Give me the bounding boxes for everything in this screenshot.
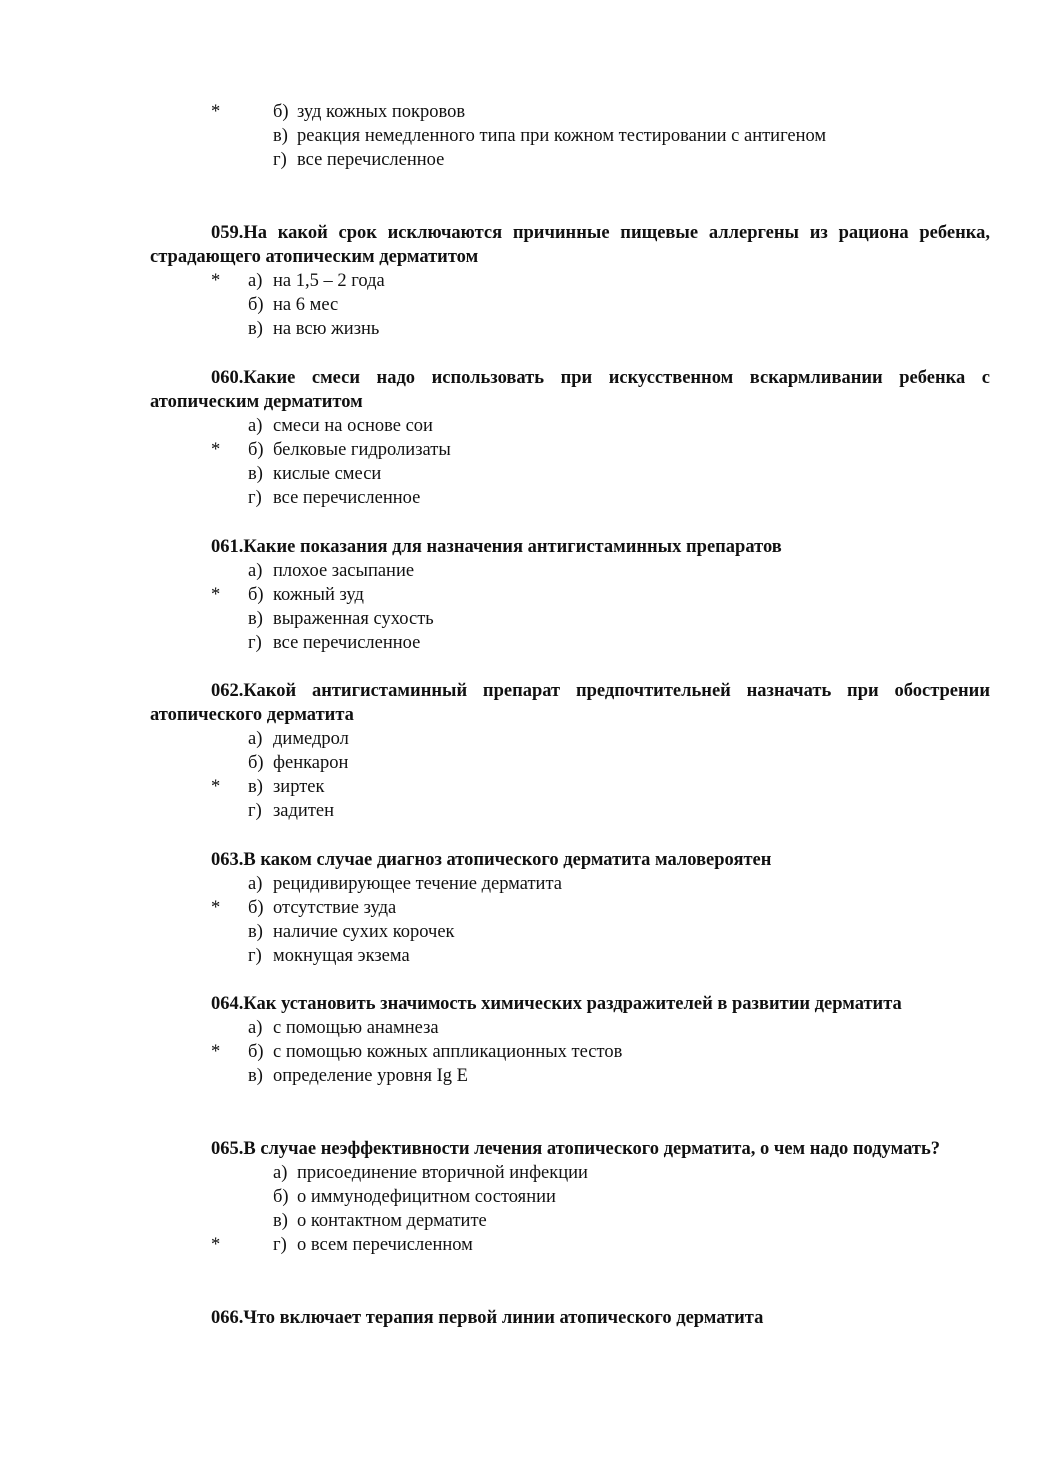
answer-letter: в) <box>248 464 263 484</box>
answer-letter: б) <box>273 102 289 122</box>
correct-marker: * <box>211 777 221 797</box>
correct-marker: * <box>211 102 221 122</box>
question-text: 061.Какие показания для назначения антигистаминных препаратов <box>211 537 782 557</box>
answer-letter: в) <box>248 922 263 942</box>
question-065 <box>0 1137 1039 1257</box>
answer-option <box>0 944 1039 968</box>
answer-letter: в) <box>248 319 263 339</box>
correct-marker: * <box>211 898 221 918</box>
question-text: 066.Что включает терапия первой линии атопического дерматита <box>211 1308 764 1328</box>
answer-option <box>0 775 1039 799</box>
answer-letter: б) <box>248 295 264 315</box>
answer-option <box>0 148 1039 172</box>
answer-option <box>0 100 1039 124</box>
answer-text: на 6 мес <box>273 295 339 315</box>
answer-text: с помощью кожных аппликационных тестов <box>273 1042 623 1062</box>
answer-option <box>0 414 1039 438</box>
answer-letter: б) <box>248 585 264 605</box>
answer-text: кислые смеси <box>273 464 382 484</box>
answer-text: на всю жизнь <box>273 319 380 339</box>
correct-marker: * <box>211 1235 221 1255</box>
question-066 <box>0 1306 1039 1330</box>
answer-block-continuation <box>0 100 1039 172</box>
answer-letter: в) <box>248 1066 263 1086</box>
answer-text: задитен <box>273 801 335 821</box>
answer-text: зуд кожных покровов <box>297 102 466 122</box>
answer-option <box>0 1016 1039 1040</box>
answer-letter: г) <box>248 801 262 821</box>
answer-option <box>0 462 1039 486</box>
answer-option <box>0 317 1039 341</box>
answer-option <box>0 1185 1039 1209</box>
answer-text: смеси на основе сои <box>273 416 433 436</box>
question-text: 064.Как установить значимость химических раздражителей в развитии дерматита <box>211 994 902 1014</box>
answer-text: димедрол <box>273 729 349 749</box>
answer-letter: г) <box>248 633 262 653</box>
answer-option <box>0 1233 1039 1257</box>
answer-option <box>0 631 1039 655</box>
question-059 <box>0 221 1039 341</box>
answer-text: все перечисленное <box>273 488 421 508</box>
answer-option <box>0 607 1039 631</box>
answer-letter: г) <box>248 488 262 508</box>
question-text: 063.В каком случае диагноз атопического дерматита маловероятен <box>211 850 772 870</box>
question-text: 060.Какие смеси надо использовать при искусственном вскармливании ребенка с атопическим дерматитом <box>150 368 990 412</box>
answer-text: все перечисленное <box>273 633 421 653</box>
answer-option <box>0 896 1039 920</box>
answer-letter: г) <box>248 946 262 966</box>
question-text: 065.В случае неэффективности лечения атопического дерматита, о чем надо подумать? <box>211 1139 941 1159</box>
answer-text: фенкарон <box>273 753 349 773</box>
answer-letter: б) <box>273 1187 289 1207</box>
answer-letter: а) <box>248 271 263 291</box>
answer-text: о контактном дерматите <box>297 1211 487 1231</box>
correct-marker: * <box>211 440 221 460</box>
answer-option <box>0 1161 1039 1185</box>
answer-option <box>0 872 1039 896</box>
answer-option <box>0 727 1039 751</box>
answer-letter: а) <box>248 729 263 749</box>
answer-option <box>0 799 1039 823</box>
answer-letter: б) <box>248 440 264 460</box>
answer-letter: в) <box>248 609 263 629</box>
answer-text: белковые гидролизаты <box>273 440 451 460</box>
answer-letter: г) <box>273 150 287 170</box>
answer-option <box>0 293 1039 317</box>
answer-letter: а) <box>248 561 263 581</box>
answer-letter: г) <box>273 1235 287 1255</box>
question-text: 062.Какой антигистаминный препарат предпочтительней назначать при обострении атопического дерматита <box>150 681 990 725</box>
answer-option <box>0 559 1039 583</box>
answer-text: все перечисленное <box>297 150 445 170</box>
correct-marker: * <box>211 1042 221 1062</box>
answer-text: присоединение вторичной инфекции <box>297 1163 588 1183</box>
question-062 <box>0 679 1039 823</box>
answer-option <box>0 1209 1039 1233</box>
answer-letter: а) <box>248 1018 263 1038</box>
question-061 <box>0 535 1039 655</box>
answer-text: отсутствие зуда <box>273 898 397 918</box>
answer-letter: в) <box>273 126 288 146</box>
answer-option <box>0 751 1039 775</box>
answer-text: наличие сухих корочек <box>273 922 455 942</box>
answer-text: на 1,5 – 2 года <box>273 271 385 291</box>
question-text: 059.На какой срок исключаются причинные пищевые аллергены из рациона ребенка, страдающего атопическим дерматитом <box>150 223 990 267</box>
answer-letter: а) <box>273 1163 288 1183</box>
answer-option <box>0 124 1039 148</box>
answer-text: с помощью анамнеза <box>273 1018 439 1038</box>
answer-option <box>0 486 1039 510</box>
answer-letter: б) <box>248 898 264 918</box>
answer-letter: в) <box>273 1211 288 1231</box>
answer-text: плохое засыпание <box>273 561 415 581</box>
answer-option <box>0 269 1039 293</box>
answer-text: о иммунодефицитном состоянии <box>297 1187 556 1207</box>
answer-letter: а) <box>248 874 263 894</box>
answer-letter: в) <box>248 777 263 797</box>
question-060 <box>0 366 1039 510</box>
answer-text: рецидивирующее течение дерматита <box>273 874 562 894</box>
answer-option <box>0 583 1039 607</box>
correct-marker: * <box>211 271 221 291</box>
answer-text: реакция немедленного типа при кожном тестировании с антигеном <box>297 126 827 146</box>
answer-text: кожный зуд <box>273 585 364 605</box>
answer-text: о всем перечисленном <box>297 1235 473 1255</box>
answer-letter: а) <box>248 416 263 436</box>
question-063 <box>0 848 1039 968</box>
answer-option <box>0 438 1039 462</box>
answer-text: определение уровня Ig E <box>273 1066 468 1086</box>
answer-text: выраженная сухость <box>273 609 434 629</box>
answer-option <box>0 1040 1039 1064</box>
answer-letter: б) <box>248 753 264 773</box>
question-064 <box>0 992 1039 1088</box>
answer-option <box>0 920 1039 944</box>
answer-text: мокнущая экзема <box>273 946 410 966</box>
correct-marker: * <box>211 585 221 605</box>
answer-text: зиртек <box>273 777 325 797</box>
answer-letter: б) <box>248 1042 264 1062</box>
answer-option <box>0 1064 1039 1088</box>
